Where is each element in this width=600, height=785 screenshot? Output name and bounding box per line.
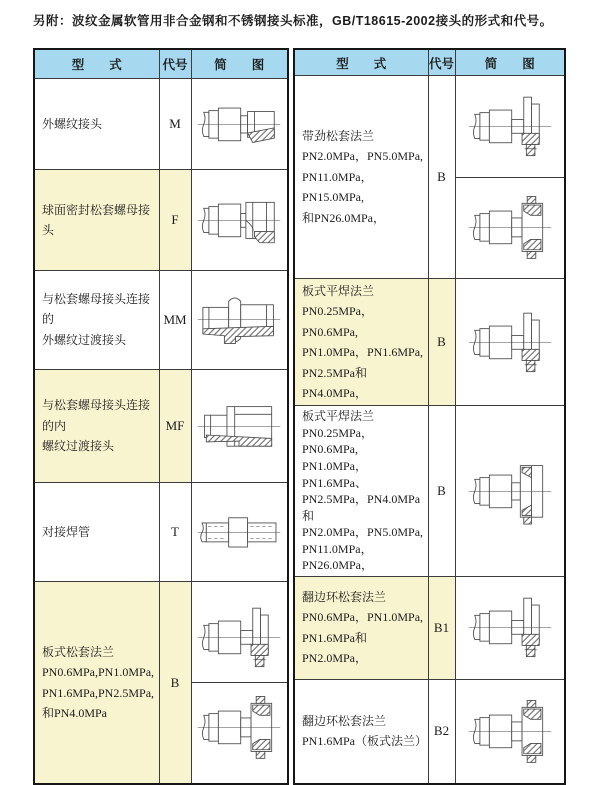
adapter-male-female-diagram (192, 376, 288, 476)
right-table-row-B1 (294, 576, 565, 679)
left-table-row-B (34, 582, 288, 784)
hose-flange-collar-diagram-drawing (467, 193, 553, 262)
left-table-row-F (34, 170, 288, 270)
right-table-header-row (294, 49, 565, 76)
hose-swivel-nut-diagram (192, 176, 288, 264)
hose-flange-tall-diagram (456, 76, 565, 177)
fitting-type-cell: 板式平焊法兰 PN0.25MPa，PN0.6MPa, PN1.0MPa，PN1.6MPa、 PN2.5MPa，PN4.0MPa和 PN2.0MPa，PN5.0MPa, PN11.0MPa，PN26.0MPa， (294, 406, 428, 576)
fitting-type-cell: 球面密封松套螺母接头 (34, 170, 159, 270)
hose-flange-hub-diagram-drawing (467, 457, 553, 526)
fitting-code-cell: M (159, 79, 191, 170)
fitting-code-cell: B1 (428, 576, 455, 679)
fitting-type-cell: 翻边环松套法兰 PN1.6MPa（板式法兰） (294, 679, 428, 784)
fitting-code-cell: MF (159, 369, 191, 483)
hose-male-thread-diagram (192, 84, 288, 164)
hose-swivel-nut-diagram-drawing (196, 186, 282, 255)
hose-flange-tall-diagram (192, 594, 288, 683)
fitting-diagram-cell (191, 369, 288, 483)
butt-weld-tube-diagram-drawing (196, 498, 282, 567)
fittings-table-left (33, 48, 289, 785)
hose-male-thread-diagram-drawing (196, 90, 282, 159)
fitting-diagram-cell (455, 406, 565, 576)
hose-flange-hub-diagram (456, 438, 565, 545)
column-header-code: 代号 (159, 49, 191, 79)
fittings-tables (33, 48, 566, 785)
fitting-code-cell: B (159, 582, 191, 784)
right-table-row-B (294, 76, 565, 279)
hose-flange-collar-diagram-drawing (467, 697, 553, 766)
fitting-diagram-cell (455, 679, 565, 784)
fitting-type-cell: 外螺纹接头 (34, 79, 159, 170)
butt-weld-tube-diagram (192, 489, 288, 576)
fitting-code-cell: B2 (428, 679, 455, 784)
hose-flange-tall-diagram-drawing (467, 308, 553, 377)
hose-flange-collar-diagram (456, 680, 565, 783)
fitting-type-cell: 与松套螺母接头连接的 外螺纹过渡接头 (34, 270, 159, 369)
fitting-code-cell: B (428, 279, 455, 406)
hose-flange-tall-diagram (456, 289, 565, 395)
right-table-row-B2 (294, 679, 565, 784)
left-table-header-row (34, 49, 288, 79)
fitting-diagram-cell (455, 76, 565, 279)
column-header-diagram: 简 图 (191, 49, 288, 79)
fittings-table-right (293, 48, 566, 785)
fitting-diagram-cell (455, 576, 565, 679)
left-table-row-MF (34, 369, 288, 483)
fitting-type-cell: 板式松套法兰 PN0.6MPa,PN1.0MPa, PN1.6MPa,PN2.5MPa, 和PN4.0MPa (34, 582, 159, 784)
right-table-row-B (294, 279, 565, 406)
fitting-diagram-cell (455, 279, 565, 406)
fitting-type-cell: 对接焊管 (34, 483, 159, 582)
hose-flange-collar-diagram (456, 177, 565, 279)
hose-flange-collar-diagram (192, 682, 288, 772)
hose-flange-tall-diagram-drawing (467, 92, 553, 161)
column-header-diagram: 简 图 (455, 49, 565, 76)
fitting-code-cell: T (159, 483, 191, 582)
adapter-male-female-diagram-drawing (196, 392, 282, 461)
column-header-code: 代号 (428, 49, 455, 76)
hose-flange-tall-diagram-drawing (196, 603, 282, 672)
column-header-type: 型 式 (294, 49, 428, 76)
hose-flange-collar-diagram-drawing (196, 693, 282, 762)
left-table-row-M (34, 79, 288, 170)
fitting-type-cell: 带劲松套法兰 PN2.0MPa，PN5.0MPa, PN11.0MPa，PN15.0MPa, 和PN26.0MPa， (294, 76, 428, 279)
fitting-diagram-cell (191, 582, 288, 784)
column-header-type: 型 式 (34, 49, 159, 79)
fitting-code-cell: B (428, 76, 455, 279)
fitting-type-cell: 翻边环松套法兰 PN0.6MPa，PN1.0MPa, PN1.6MPa和PN2.0MPa， (294, 576, 428, 679)
fitting-diagram-cell (191, 270, 288, 369)
adapter-male-male-diagram (192, 276, 288, 363)
fitting-code-cell: B (428, 406, 455, 576)
fitting-diagram-cell (191, 170, 288, 270)
fitting-type-cell: 板式平焊法兰 PN0.25MPa，PN0.6MPa, PN1.0MPa，PN1.6MPa, PN2.5MPa和PN4.0MPa， (294, 279, 428, 406)
left-table-row-MM (34, 270, 288, 369)
left-table-row-T (34, 483, 288, 582)
fitting-diagram-cell (191, 79, 288, 170)
page-title: 另附：波纹金属软管用非合金钢和不锈钢接头标准，GB/T18615-2002接头的形式和代号。 (33, 14, 553, 28)
adapter-male-male-diagram-drawing (196, 285, 282, 354)
fitting-code-cell: MM (159, 270, 191, 369)
fitting-diagram-cell (191, 483, 288, 582)
hose-flange-tall-diagram-drawing (467, 593, 553, 662)
right-table-row-B (294, 406, 565, 576)
hose-flange-tall-diagram (456, 577, 565, 679)
fitting-type-cell: 与松套螺母接头连接的内 螺纹过渡接头 (34, 369, 159, 483)
fitting-code-cell: F (159, 170, 191, 270)
